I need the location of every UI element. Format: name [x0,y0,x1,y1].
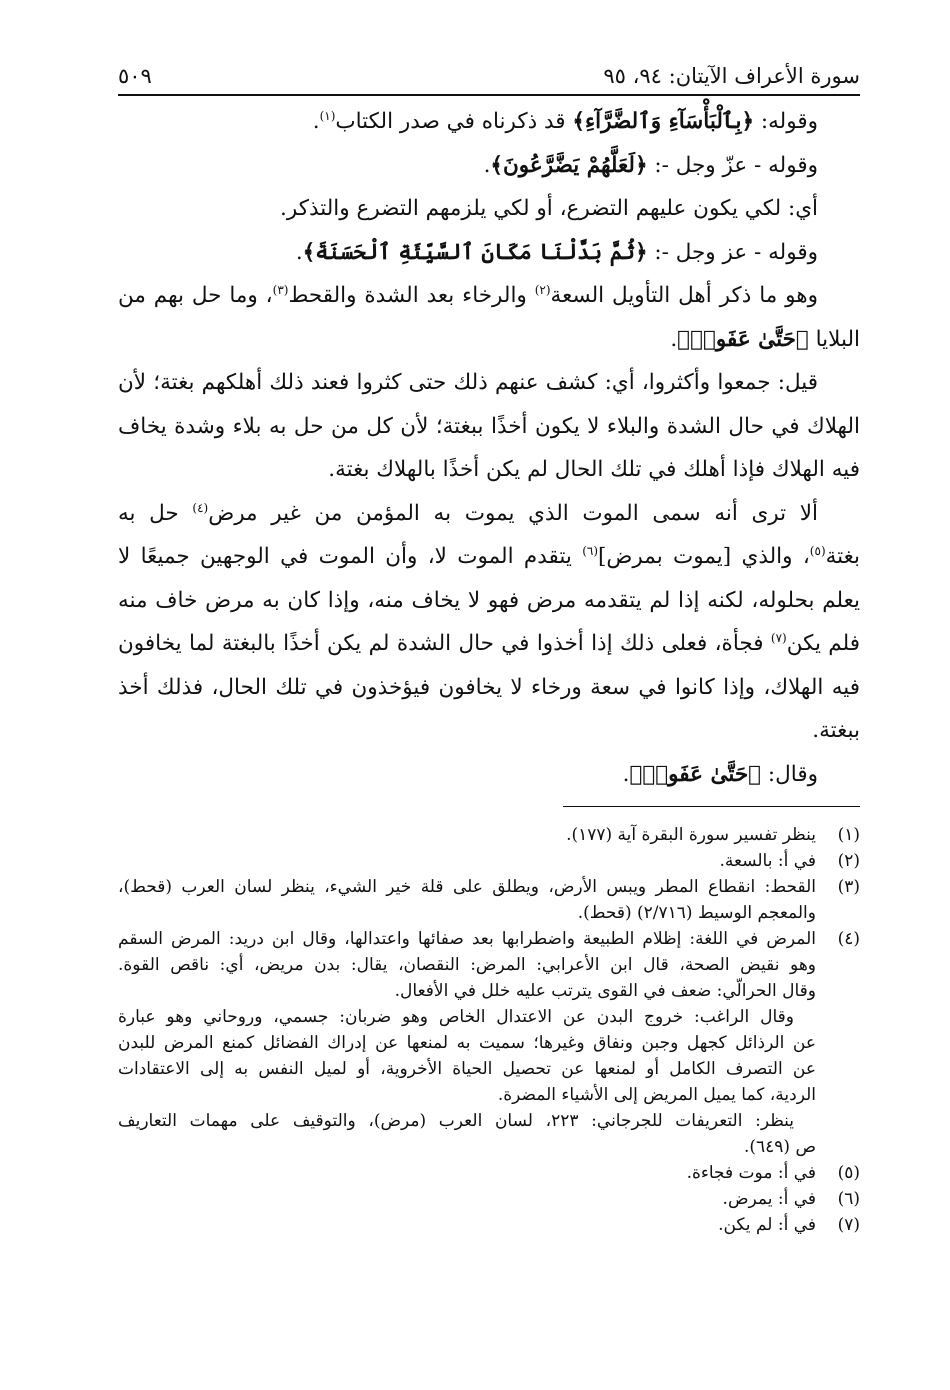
footnote-number: (٥) [837,1163,860,1183]
footnote-separator [563,806,860,807]
footnote-line: في أ: يمرض. [722,1189,816,1209]
main-text [118,100,860,796]
footnote-line: وقال الراغب: خروج البدن عن الاعتدال الخاص وهو ضربان: جسمي، وروحاني وهو عبارة [118,1007,794,1027]
footnote-line: القحط: انقطاع المطر ويبس الأرض، ويطلق على قلة خير الشيء، ينظر لسان العرب (قحط)، [118,877,816,897]
footnote-ref[interactable]: (١) [319,108,336,123]
footnote-line: ينظر: التعريفات للجرجاني: ٢٢٣، لسان العرب (مرض)، والتوقيف على مهمات التعاريف [118,1111,795,1131]
footnote-ref[interactable]: (٥) [809,543,826,558]
footnote [118,1212,860,1238]
footnote-ref[interactable]: (٤) [192,500,209,515]
quran-quote: ﴿ثُمَّ بَدَّلْنَا مَكَانَ ٱلسَّيِّئَةِ ٱلْحَسَنَةَ﴾ [302,239,648,265]
footnote [118,822,860,848]
text-line: الهلاك في حال الشدة والبلاء لا يكون أخذًا ببغتة؛ لأن كل من حل به بلاء وشدة يخاف [118,413,860,439]
quran-quote: ﴿حَتَّىٰ عَفَوا۟﴾ [677,326,809,352]
footnote-line: ص (٦٤٩). [743,1137,816,1157]
footnote-line: والمعجم الوسيط (٢/٧١٦) (قحط). [577,903,816,923]
footnote-line: في أ: لم يكن. [718,1215,816,1235]
footnote-ref[interactable]: (٦) [582,543,599,558]
quran-quote: ﴿لَعَلَّهُمْ يَضَّرَّعُونَ﴾ [490,152,648,178]
footnote-line: ينظر تفسير سورة البقرة آية (١٧٧). [566,825,816,845]
footnote-line: في أ: بالسعة. [719,851,816,871]
text-line: البلايا ﴿حَتَّىٰ عَفَوا۟﴾. [670,326,860,352]
text-line: يعلم بحلوله، لكنه إذا لم يتقدمه مرض فهو لا يخاف منه، وإذا كان به مرض خاف منه [118,587,860,613]
page-header [118,60,860,96]
footnote-number: (٣) [837,877,860,897]
text-line: قيل: جمعوا وأكثروا، أي: كشف عنهم ذلك حتى كثروا فعند ذلك أهلكهم بغتة؛ لأن [118,370,818,395]
footnotes [118,822,860,1238]
footnote [118,926,860,1160]
text-line: أي: لكي يكون عليهم التضرع، أو لكي يلزمهم التضرع والتذكر. [280,196,818,221]
footnote-number: (٧) [837,1215,860,1235]
text-line: وقوله - عز وجل -: ﴿ثُمَّ بَدَّلْنَا مَكَانَ ٱلسَّيِّئَةِ ٱلْحَسَنَةَ﴾. [295,239,818,265]
footnote-ref[interactable]: (٣) [272,282,289,297]
text-line: فيه الهلاك، وإذا كانوا في سعة ورخاء لا يخافون فيؤخذون في تلك الحال، فذلك أخذ [118,674,860,700]
text-line: فيه الهلاك فإذا أهلك في تلك الحال لم يكن أخذًا بالهلاك بغتة. [328,457,860,482]
footnote-number: (٦) [837,1189,860,1209]
footnote [118,1186,860,1212]
footnote-line: عن التصرف الكامل أو لمنعها عن تحصيل الحياة الأخروية، أو لميل النفس به إلى الاعتقادات [118,1059,816,1079]
quran-quote: ﴿بِٱلْبَأْسَآءِ وَٱلضَّرَّآءِ﴾ [572,109,755,134]
text-line: وقال: ﴿حَتَّىٰ عَفَوا۟﴾. [622,761,818,787]
text-line: فلم يكن$^{(٧)}$ فجأة، فعلى ذلك إذا أخذوا في حال الشدة لم يكن أخذًا بالبغتة لما يخافون [118,630,861,656]
footnote [118,874,860,926]
footnote-number: (١) [837,825,860,845]
footnote-line: المرض في اللغة: إظلام الطبيعة واضطرابها بعد صفائها واعتدالها، وقال ابن دريد: المرض السقم [118,929,816,949]
footnote-number: (٢) [837,851,860,871]
footnote-number: (٤) [837,929,860,949]
footnote-ref[interactable]: (٧) [770,630,787,645]
quran-quote: ﴿حَتَّىٰ عَفَوا۟﴾ [629,761,762,787]
text-line: وهو ما ذكر أهل التأويل السعة$^{(٢)}$ والرخاء بعد الشدة والقحط$^{(٣)}$، وما حل بهم من [118,282,818,308]
text-line: ببغتة. [812,718,860,743]
footnote-line: الردية، كما يميل المريض إلى الأشياء المضرة. [497,1085,816,1105]
footnote-line: عن الرذائل كجهل وجبن ونفاق وغيرها؛ سميت به لمنعها عن إدراك الفضائل كمنع المرض للبدن [118,1033,816,1053]
footnote [118,848,860,874]
text-line: ألا ترى أنه سمى الموت الذي يموت به المؤمن من غير مرض$^{(٤)}$ حل به [118,500,818,526]
text-line: بغتة$^{(٥)}$، والذي [يموت بمرض]$^{(٦)}$ يتقدم الموت لا، وأن الموت في الوجهين جميعًا لا [118,543,860,569]
footnote [118,1160,860,1186]
page-number: ٥٠٩ [118,64,152,88]
text-line: وقوله: ﴿بِٱلْبَأْسَآءِ وَٱلضَّرَّآءِ﴾ قد ذكرناه في صدر الكتاب$^{(١)}$. [312,108,818,134]
footnote-line: وهو نقيض الصحة، قال ابن الأعرابي: المرض: النقصان، يقال: بدن مريض، أي: ناقص القوة. [118,955,816,975]
footnote-line: في أ: موت فجاءة. [686,1163,816,1183]
footnote-ref[interactable]: (٢) [534,282,551,297]
running-title: سورة الأعراف الآيتان: ٩٤، ٩٥ [603,64,860,88]
footnote-line: وقال الحرالّي: ضعف في القوى يترتب عليه خلل في الأفعال. [394,981,816,1001]
text-line: وقوله - عزّ وجل -: ﴿لَعَلَّهُمْ يَضَّرَّعُونَ﴾. [483,152,818,178]
